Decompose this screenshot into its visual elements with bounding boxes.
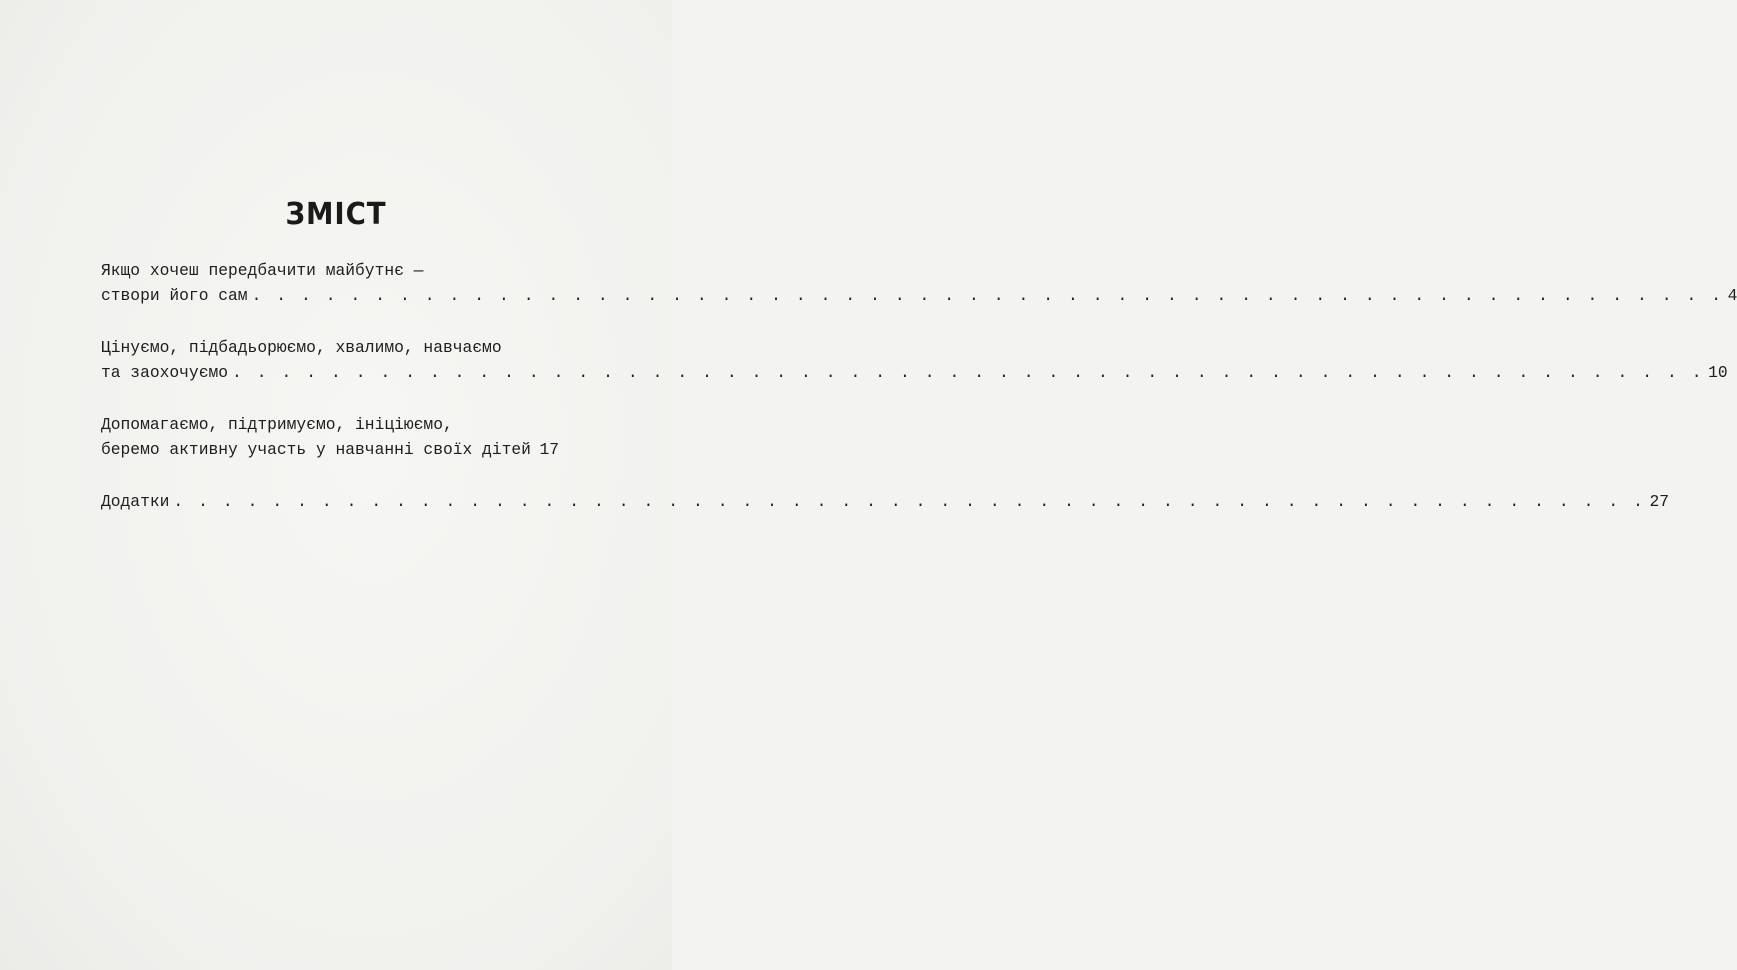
- toc-entry-text: Якщо хочеш передбачити майбутнє —: [101, 261, 424, 280]
- toc-entry-text: та заохочуємо: [101, 363, 229, 382]
- toc-entry-4[interactable]: [101, 489, 1670, 514]
- toc-page-number: 10: [1708, 363, 1728, 382]
- toc-page-number: 17: [539, 440, 559, 459]
- toc-entry-1[interactable]: [101, 258, 1737, 308]
- toc-page-number: 27: [1649, 492, 1670, 511]
- toc-entry-text: Допомагаємо, підтримуємо, ініціюємо,: [101, 415, 453, 434]
- dot-leader: . . . . . . . . . . . . . . . . . . . . . . . . . . . . . . . . . . . . . . . . . . . . . . . . . . . . . . . . . . . .: [251, 286, 1724, 305]
- dot-leader: . . . . . . . . . . . . . . . . . . . . . . . . . . . . . . . . . . . . . . . . . . . . . . . . . . . . . . . . . . . .: [232, 363, 1705, 382]
- toc-entry-text: Додатки: [101, 492, 170, 511]
- table-of-contents: [101, 258, 1737, 541]
- toc-entry-3[interactable]: [101, 412, 559, 462]
- toc-page-number: 4: [1727, 286, 1737, 305]
- toc-entry-2[interactable]: [101, 335, 1728, 385]
- toc-entry-text: беремо активну участь у навчанні своїх дітей: [101, 440, 531, 459]
- toc-entry-text: Цінуємо, підбадьорюємо, хвалимо, навчаємо: [101, 338, 502, 357]
- page-title: ЗМІСТ: [285, 197, 387, 232]
- dot-leader: [535, 437, 536, 462]
- dot-leader: . . . . . . . . . . . . . . . . . . . . . . . . . . . . . . . . . . . . . . . . . . . . . . . . . . . . . . . . . . . .: [173, 492, 1646, 511]
- toc-entry-text: створи його сам: [101, 286, 248, 305]
